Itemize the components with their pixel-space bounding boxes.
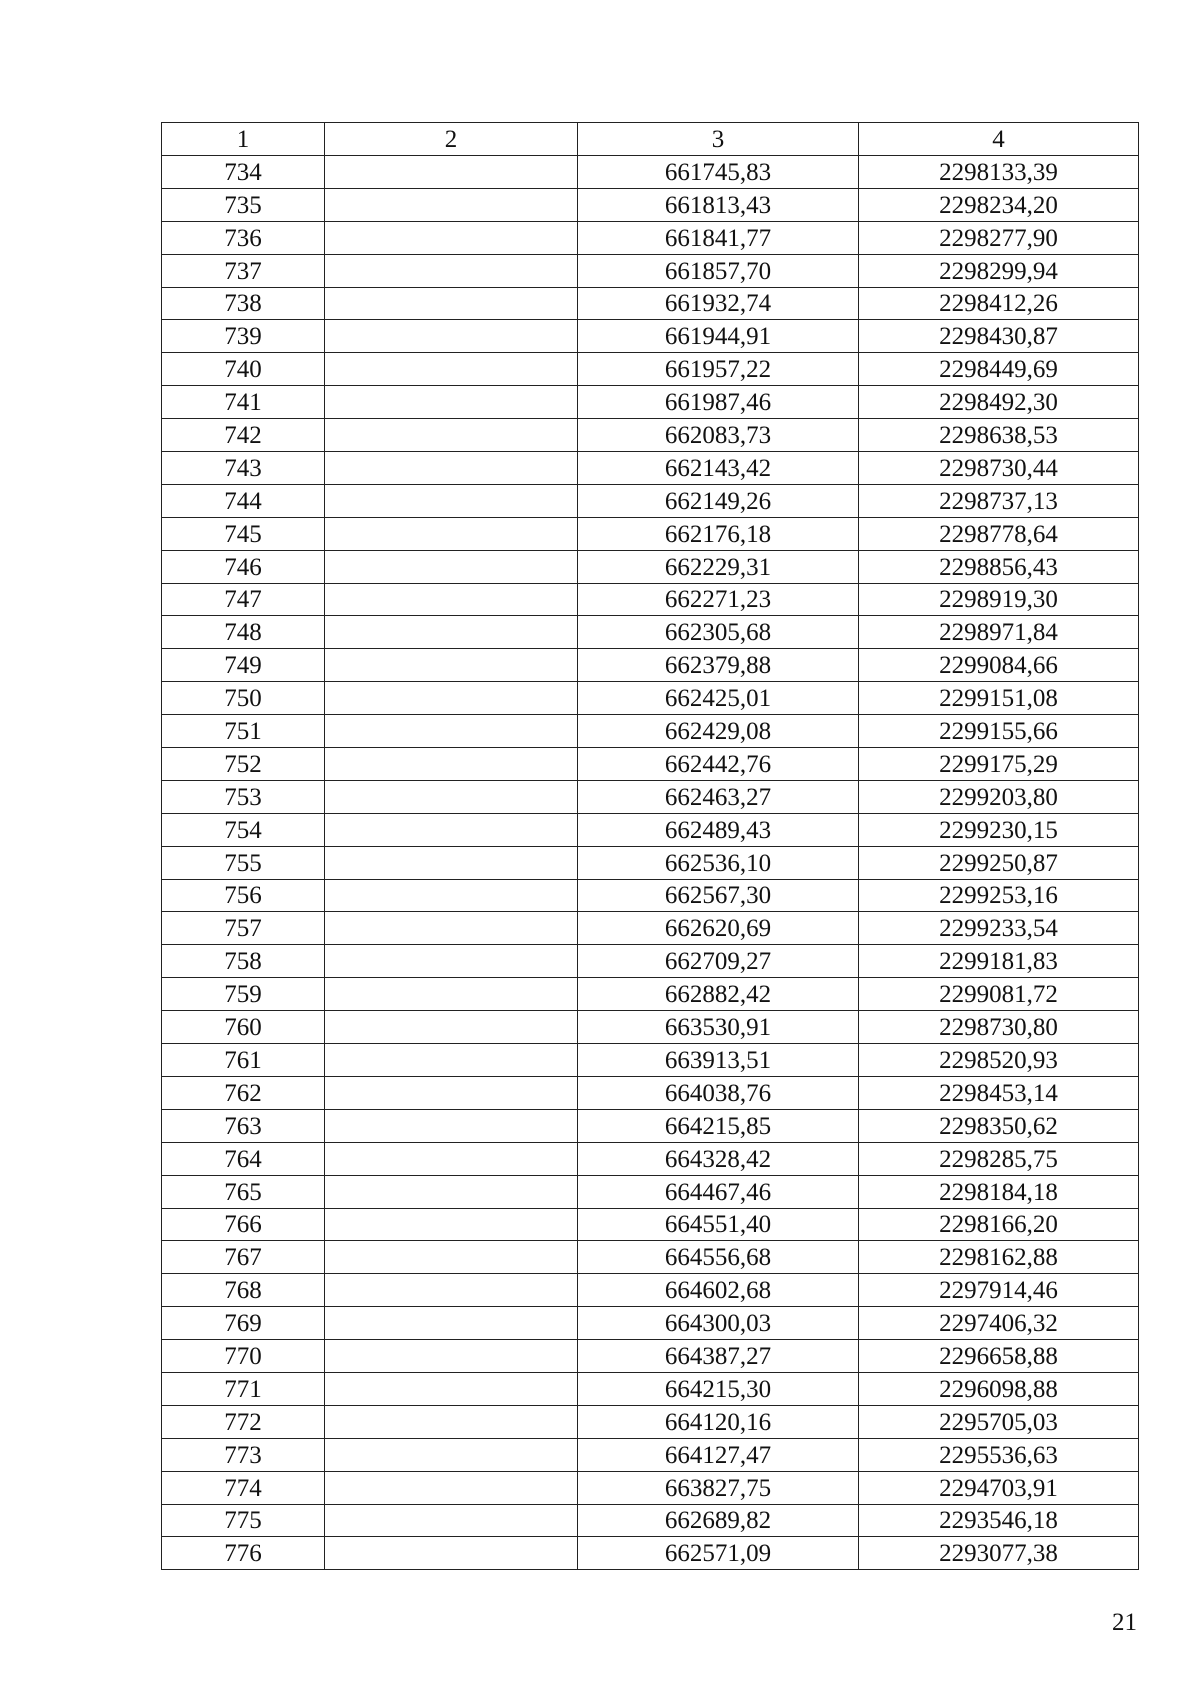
table-row [162,1076,1139,1109]
table-row [162,156,1139,189]
table-row [162,353,1139,386]
table-row [162,649,1139,682]
table-cell-col-4: 2298638,53 [859,419,1139,452]
table-cell-col-1: 744 [162,484,325,517]
table-body [162,156,1139,1570]
table-cell-col-2 [325,1405,578,1438]
table-cell-col-4: 2294703,91 [859,1471,1139,1504]
table-cell-col-3: 662620,69 [578,912,859,945]
table-cell-col-4: 2299181,83 [859,945,1139,978]
table-cell-col-4: 2298234,20 [859,188,1139,221]
table-cell-col-4: 2298971,84 [859,616,1139,649]
table-cell-col-4: 2298350,62 [859,1109,1139,1142]
table-cell-col-4: 2297914,46 [859,1274,1139,1307]
table-cell-col-3: 661957,22 [578,353,859,386]
table-cell-col-4: 2298730,80 [859,1011,1139,1044]
table-cell-col-4: 2298778,64 [859,517,1139,550]
table-cell-col-2 [325,320,578,353]
table-cell-col-1: 737 [162,254,325,287]
table-cell-col-4: 2298133,39 [859,156,1139,189]
table-cell-col-3: 662571,09 [578,1537,859,1570]
table-cell-col-3: 664556,68 [578,1241,859,1274]
table-row [162,517,1139,550]
table-cell-col-1: 758 [162,945,325,978]
table-cell-col-1: 743 [162,452,325,485]
table-cell-col-2 [325,583,578,616]
table-row [162,1405,1139,1438]
table-cell-col-1: 762 [162,1076,325,1109]
table-cell-col-3: 662463,27 [578,780,859,813]
table-cell-col-4: 2297406,32 [859,1307,1139,1340]
table-cell-col-4: 2299203,80 [859,780,1139,813]
table-row [162,1109,1139,1142]
table-cell-col-2 [325,484,578,517]
table-cell-col-1: 757 [162,912,325,945]
table-cell-col-1: 751 [162,715,325,748]
table-cell-col-2 [325,221,578,254]
table-row [162,1372,1139,1405]
table-row [162,1307,1139,1340]
table-cell-col-4: 2298299,94 [859,254,1139,287]
table-cell-col-4: 2298520,93 [859,1044,1139,1077]
table-cell-col-3: 662489,43 [578,813,859,846]
table-cell-col-2 [325,517,578,550]
table-cell-col-2 [325,978,578,1011]
table-cell-col-3: 664300,03 [578,1307,859,1340]
table-cell-col-2 [325,879,578,912]
table-cell-col-2 [325,156,578,189]
table-cell-col-2 [325,188,578,221]
table-cell-col-1: 739 [162,320,325,353]
table-cell-col-4: 2296658,88 [859,1340,1139,1373]
table-cell-col-3: 664127,47 [578,1438,859,1471]
table-cell-col-1: 760 [162,1011,325,1044]
table-cell-col-3: 662442,76 [578,748,859,781]
table-cell-col-1: 748 [162,616,325,649]
table-cell-col-1: 756 [162,879,325,912]
table-cell-col-4: 2298184,18 [859,1175,1139,1208]
table-row [162,254,1139,287]
table-cell-col-1: 749 [162,649,325,682]
table-cell-col-3: 663530,91 [578,1011,859,1044]
table-row [162,846,1139,879]
table-cell-col-1: 766 [162,1208,325,1241]
table-cell-col-1: 761 [162,1044,325,1077]
table-cell-col-4: 2299253,16 [859,879,1139,912]
table-cell-col-1: 752 [162,748,325,781]
table-cell-col-1: 770 [162,1340,325,1373]
table-row [162,879,1139,912]
table-cell-col-2 [325,550,578,583]
table-cell-col-2 [325,1175,578,1208]
column-header-4: 4 [859,123,1139,156]
table-cell-col-4: 2299230,15 [859,813,1139,846]
table-cell-col-4: 2298412,26 [859,287,1139,320]
table-row [162,221,1139,254]
table-cell-col-1: 754 [162,813,325,846]
table-row [162,583,1139,616]
page-number: 21 [1112,1609,1137,1636]
table-cell-col-3: 661813,43 [578,188,859,221]
table-cell-col-3: 661857,70 [578,254,859,287]
table-row [162,1142,1139,1175]
table-cell-col-3: 662149,26 [578,484,859,517]
table-cell-col-3: 662379,88 [578,649,859,682]
table-cell-col-4: 2299250,87 [859,846,1139,879]
table-cell-col-2 [325,1504,578,1537]
table-row [162,1504,1139,1537]
table-row [162,978,1139,1011]
table-row [162,616,1139,649]
table-row [162,1471,1139,1504]
table-cell-col-3: 662305,68 [578,616,859,649]
table-cell-col-3: 662143,42 [578,452,859,485]
table-cell-col-4: 2296098,88 [859,1372,1139,1405]
table-cell-col-2 [325,748,578,781]
table-cell-col-3: 664038,76 [578,1076,859,1109]
table-cell-col-2 [325,386,578,419]
table-cell-col-1: 746 [162,550,325,583]
table-cell-col-4: 2299081,72 [859,978,1139,1011]
table-cell-col-2 [325,1208,578,1241]
table-cell-col-1: 774 [162,1471,325,1504]
table-cell-col-2 [325,1372,578,1405]
table-cell-col-2 [325,1274,578,1307]
table-cell-col-3: 662083,73 [578,419,859,452]
coordinates-table [161,122,1139,1570]
table-cell-col-2 [325,1537,578,1570]
table-cell-col-4: 2298277,90 [859,221,1139,254]
table-cell-col-2 [325,452,578,485]
table-cell-col-1: 745 [162,517,325,550]
table-cell-col-2 [325,715,578,748]
table-cell-col-3: 664215,30 [578,1372,859,1405]
table-row [162,188,1139,221]
table-cell-col-2 [325,1340,578,1373]
table-cell-col-2 [325,1011,578,1044]
table-cell-col-1: 755 [162,846,325,879]
table-row [162,1438,1139,1471]
table-cell-col-3: 662536,10 [578,846,859,879]
table-row [162,945,1139,978]
table-cell-col-2 [325,287,578,320]
table-cell-col-2 [325,1307,578,1340]
table-cell-col-3: 662425,01 [578,682,859,715]
table-cell-col-3: 662176,18 [578,517,859,550]
table-cell-col-4: 2298166,20 [859,1208,1139,1241]
table-row [162,452,1139,485]
table-cell-col-3: 662882,42 [578,978,859,1011]
table-cell-col-4: 2298730,44 [859,452,1139,485]
table-cell-col-4: 2299151,08 [859,682,1139,715]
table-row [162,419,1139,452]
table-cell-col-3: 662689,82 [578,1504,859,1537]
table-cell-col-3: 662429,08 [578,715,859,748]
table-cell-col-3: 663913,51 [578,1044,859,1077]
table-cell-col-1: 753 [162,780,325,813]
table-cell-col-2 [325,846,578,879]
table-cell-col-4: 2298856,43 [859,550,1139,583]
table-cell-col-2 [325,649,578,682]
table-row [162,682,1139,715]
table-row [162,780,1139,813]
table-cell-col-3: 661944,91 [578,320,859,353]
table-cell-col-1: 765 [162,1175,325,1208]
table-cell-col-4: 2299233,54 [859,912,1139,945]
table-row [162,550,1139,583]
table-cell-col-4: 2298919,30 [859,583,1139,616]
table-cell-col-1: 740 [162,353,325,386]
table-cell-col-2 [325,1044,578,1077]
table-cell-col-4: 2298449,69 [859,353,1139,386]
table-cell-col-4: 2298737,13 [859,484,1139,517]
table-cell-col-1: 768 [162,1274,325,1307]
table-cell-col-2 [325,682,578,715]
table-row [162,1537,1139,1570]
table-cell-col-1: 776 [162,1537,325,1570]
table-cell-col-1: 750 [162,682,325,715]
table-cell-col-4: 2295536,63 [859,1438,1139,1471]
column-header-2: 2 [325,123,578,156]
table-cell-col-2 [325,1438,578,1471]
table-cell-col-1: 767 [162,1241,325,1274]
table-cell-col-4: 2295705,03 [859,1405,1139,1438]
table-cell-col-3: 664215,85 [578,1109,859,1142]
table-cell-col-4: 2299084,66 [859,649,1139,682]
table-cell-col-2 [325,912,578,945]
table-cell-col-4: 2298430,87 [859,320,1139,353]
table-row [162,1011,1139,1044]
table-cell-col-4: 2298162,88 [859,1241,1139,1274]
table-row [162,386,1139,419]
table-cell-col-3: 664551,40 [578,1208,859,1241]
table-row [162,1208,1139,1241]
table-cell-col-1: 736 [162,221,325,254]
table-row [162,715,1139,748]
table-row [162,748,1139,781]
table-row [162,1175,1139,1208]
table-cell-col-2 [325,1241,578,1274]
table-cell-col-4: 2299155,66 [859,715,1139,748]
table-cell-col-4: 2298492,30 [859,386,1139,419]
table-cell-col-2 [325,813,578,846]
table-cell-col-1: 773 [162,1438,325,1471]
table-cell-col-3: 661745,83 [578,156,859,189]
table-cell-col-1: 775 [162,1504,325,1537]
table-row [162,484,1139,517]
table-cell-col-4: 2298285,75 [859,1142,1139,1175]
table-row [162,912,1139,945]
table-header-row [162,123,1139,156]
table-cell-col-2 [325,780,578,813]
table-cell-col-2 [325,1076,578,1109]
table-row [162,287,1139,320]
table-cell-col-3: 662567,30 [578,879,859,912]
table-row [162,1044,1139,1077]
table-cell-col-3: 662709,27 [578,945,859,978]
table-cell-col-4: 2293077,38 [859,1537,1139,1570]
table-cell-col-1: 747 [162,583,325,616]
table-cell-col-1: 738 [162,287,325,320]
table-cell-col-1: 735 [162,188,325,221]
table-cell-col-1: 741 [162,386,325,419]
table-cell-col-3: 664328,42 [578,1142,859,1175]
table-cell-col-1: 771 [162,1372,325,1405]
table-cell-col-2 [325,353,578,386]
table-cell-col-3: 664120,16 [578,1405,859,1438]
column-header-1: 1 [162,123,325,156]
table-cell-col-4: 2298453,14 [859,1076,1139,1109]
table-cell-col-3: 661841,77 [578,221,859,254]
table-cell-col-3: 664467,46 [578,1175,859,1208]
table-cell-col-3: 662271,23 [578,583,859,616]
table-cell-col-3: 662229,31 [578,550,859,583]
table-cell-col-3: 661932,74 [578,287,859,320]
table-cell-col-1: 763 [162,1109,325,1142]
table-cell-col-2 [325,254,578,287]
table-cell-col-1: 764 [162,1142,325,1175]
table-cell-col-2 [325,616,578,649]
table-cell-col-1: 772 [162,1405,325,1438]
table-cell-col-3: 664602,68 [578,1274,859,1307]
table-cell-col-2 [325,419,578,452]
table-cell-col-1: 769 [162,1307,325,1340]
table-cell-col-1: 759 [162,978,325,1011]
table-row [162,1340,1139,1373]
table-cell-col-2 [325,1142,578,1175]
table-cell-col-1: 734 [162,156,325,189]
table-row [162,1241,1139,1274]
table-cell-col-3: 663827,75 [578,1471,859,1504]
table-cell-col-1: 742 [162,419,325,452]
table-cell-col-2 [325,945,578,978]
table-cell-col-4: 2293546,18 [859,1504,1139,1537]
column-header-3: 3 [578,123,859,156]
table-cell-col-4: 2299175,29 [859,748,1139,781]
table-row [162,1274,1139,1307]
table-cell-col-2 [325,1471,578,1504]
table-cell-col-3: 664387,27 [578,1340,859,1373]
table-cell-col-2 [325,1109,578,1142]
table-row [162,813,1139,846]
table-row [162,320,1139,353]
table-cell-col-3: 661987,46 [578,386,859,419]
